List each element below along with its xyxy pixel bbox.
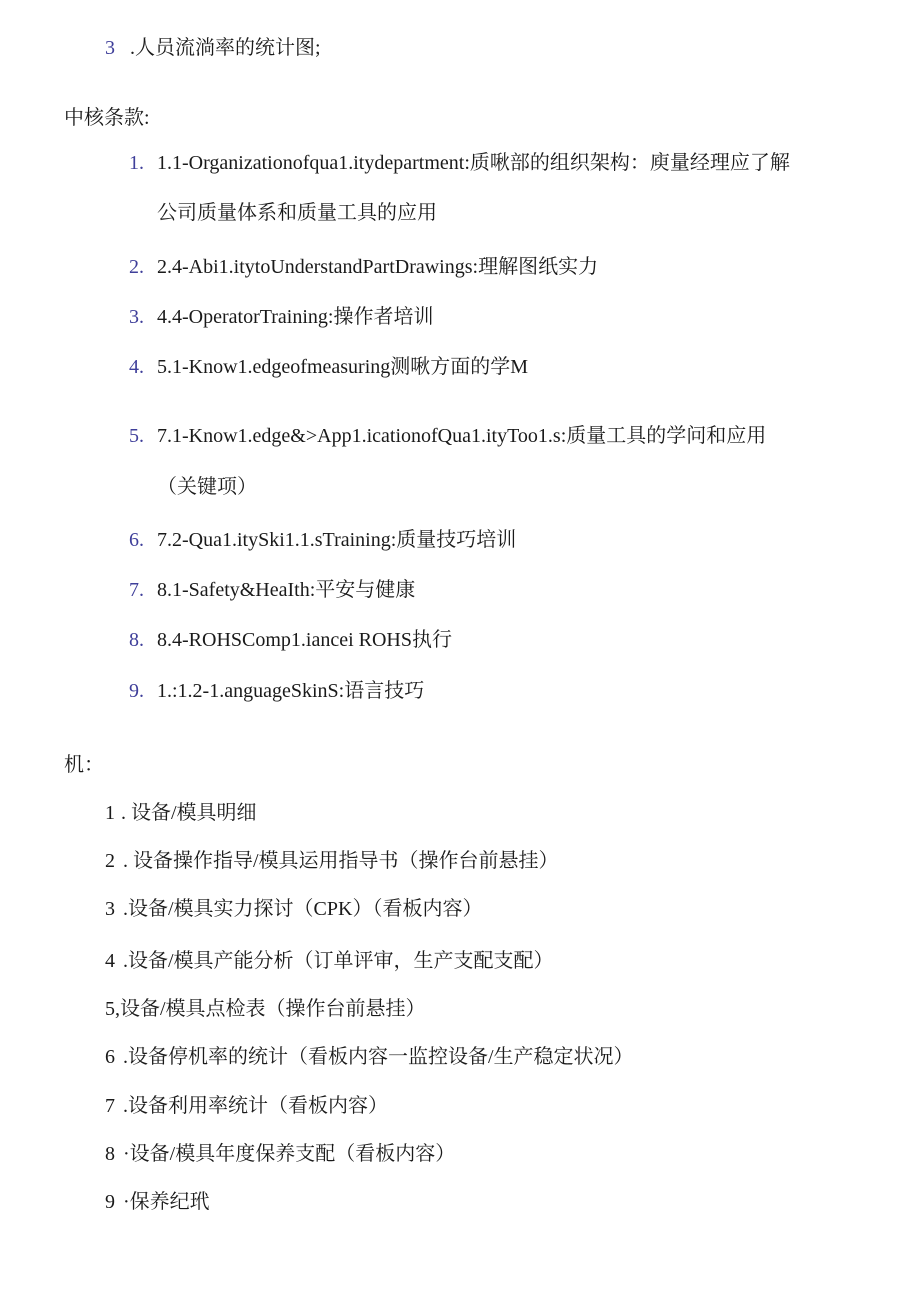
item-number: 1 bbox=[105, 802, 115, 824]
machine-item-3 bbox=[105, 897, 482, 921]
machine-item-9 bbox=[105, 1190, 210, 1214]
item-text: ·保养纪玳 bbox=[123, 1191, 210, 1213]
section-heading-machine: 机： bbox=[64, 754, 104, 776]
item-number: 7 bbox=[105, 1095, 115, 1117]
machine-item-1 bbox=[105, 801, 257, 825]
audit-item-5 bbox=[129, 424, 766, 448]
machine-item-4 bbox=[105, 949, 554, 973]
item-text: 7.2-Qua1.itySki1.1.sTraining:质量技巧培训 bbox=[157, 529, 517, 551]
machine-item-2 bbox=[105, 849, 559, 873]
item-number: 6 bbox=[105, 1046, 115, 1068]
machine-item-8 bbox=[105, 1142, 455, 1166]
audit-item-5-continuation: （关键项） bbox=[157, 476, 257, 498]
item-number: 7. bbox=[129, 579, 144, 601]
item-text: .设备/模具实力探讨（CPK）（看板内容） bbox=[123, 898, 483, 920]
item-number: 6. bbox=[129, 529, 144, 551]
audit-item-9 bbox=[129, 679, 424, 703]
item-text: 7.1-Know1.edge&>App1.icationofQua1.ityToo1.s:质量工具的学问和应用 bbox=[157, 425, 767, 447]
item-number: 9. bbox=[129, 680, 144, 702]
item-text: 8.1-Safety&HeaIth:平安与健康 bbox=[157, 579, 416, 601]
machine-item-6 bbox=[105, 1045, 634, 1069]
item-text: 4.4-OperatorTraining:操作者培训 bbox=[157, 306, 434, 328]
audit-item-8 bbox=[129, 628, 452, 652]
item-number: 5. bbox=[129, 425, 144, 447]
item-number: 1. bbox=[129, 152, 144, 174]
item-text: .人员流淌率的统计图; bbox=[130, 37, 321, 59]
list-item-personnel-turnover bbox=[105, 36, 321, 60]
item-text: .设备利用率统计（看板内容） bbox=[123, 1095, 388, 1117]
audit-item-2 bbox=[129, 255, 598, 279]
audit-item-7 bbox=[129, 578, 415, 602]
item-number: 3. bbox=[129, 306, 144, 328]
machine-item-7 bbox=[105, 1094, 388, 1118]
item-text: 1.1-Organizationofqua1.itydepartment:质啾部的组织架构：庾量经理应了解 bbox=[157, 152, 790, 174]
audit-item-6 bbox=[129, 528, 516, 552]
item-text: 1.:1.2-1.anguageSkinS:语言技巧 bbox=[157, 680, 425, 702]
item-text: 8.4-ROHSComp1.iancei ROHS执行 bbox=[157, 629, 452, 651]
machine-item-5 bbox=[105, 997, 426, 1021]
item-text: . 设备/模具明细 bbox=[121, 802, 257, 824]
item-number: 8. bbox=[129, 629, 144, 651]
item-number: 4 bbox=[105, 950, 115, 972]
item-text: .设备停机率的统计（看板内容一监控设备/生产稳定状况） bbox=[123, 1046, 634, 1068]
audit-item-3 bbox=[129, 305, 433, 329]
item-text: 5.1-Know1.edgeofmeasuring测啾方面的学M bbox=[157, 356, 529, 378]
item-text: .设备/模具产能分析（订单评审，生产支配支配） bbox=[123, 950, 554, 972]
item-text: 5,设备/模具点检表（操作台前悬挂） bbox=[105, 998, 426, 1020]
item-number: 8 bbox=[105, 1143, 115, 1165]
audit-item-1-continuation: 公司质量体系和质量工具的应用 bbox=[157, 202, 437, 224]
item-number: 2. bbox=[129, 256, 144, 278]
audit-item-4 bbox=[129, 355, 528, 379]
item-number: 3 bbox=[105, 37, 115, 59]
item-text: . 设备操作指导/模具运用指导书（操作台前悬挂） bbox=[123, 850, 559, 872]
item-number: 3 bbox=[105, 898, 115, 920]
item-number: 9 bbox=[105, 1191, 115, 1213]
item-text: 2.4-Abi1.itytoUnderstandPartDrawings:理解图纸实力 bbox=[157, 256, 599, 278]
item-number: 4. bbox=[129, 356, 144, 378]
item-number: 2 bbox=[105, 850, 115, 872]
audit-item-1 bbox=[129, 151, 790, 175]
item-text: ·设备/模具年度保养支配（看板内容） bbox=[123, 1143, 456, 1165]
section-heading-audit-clauses: 中核条款: bbox=[64, 107, 150, 129]
